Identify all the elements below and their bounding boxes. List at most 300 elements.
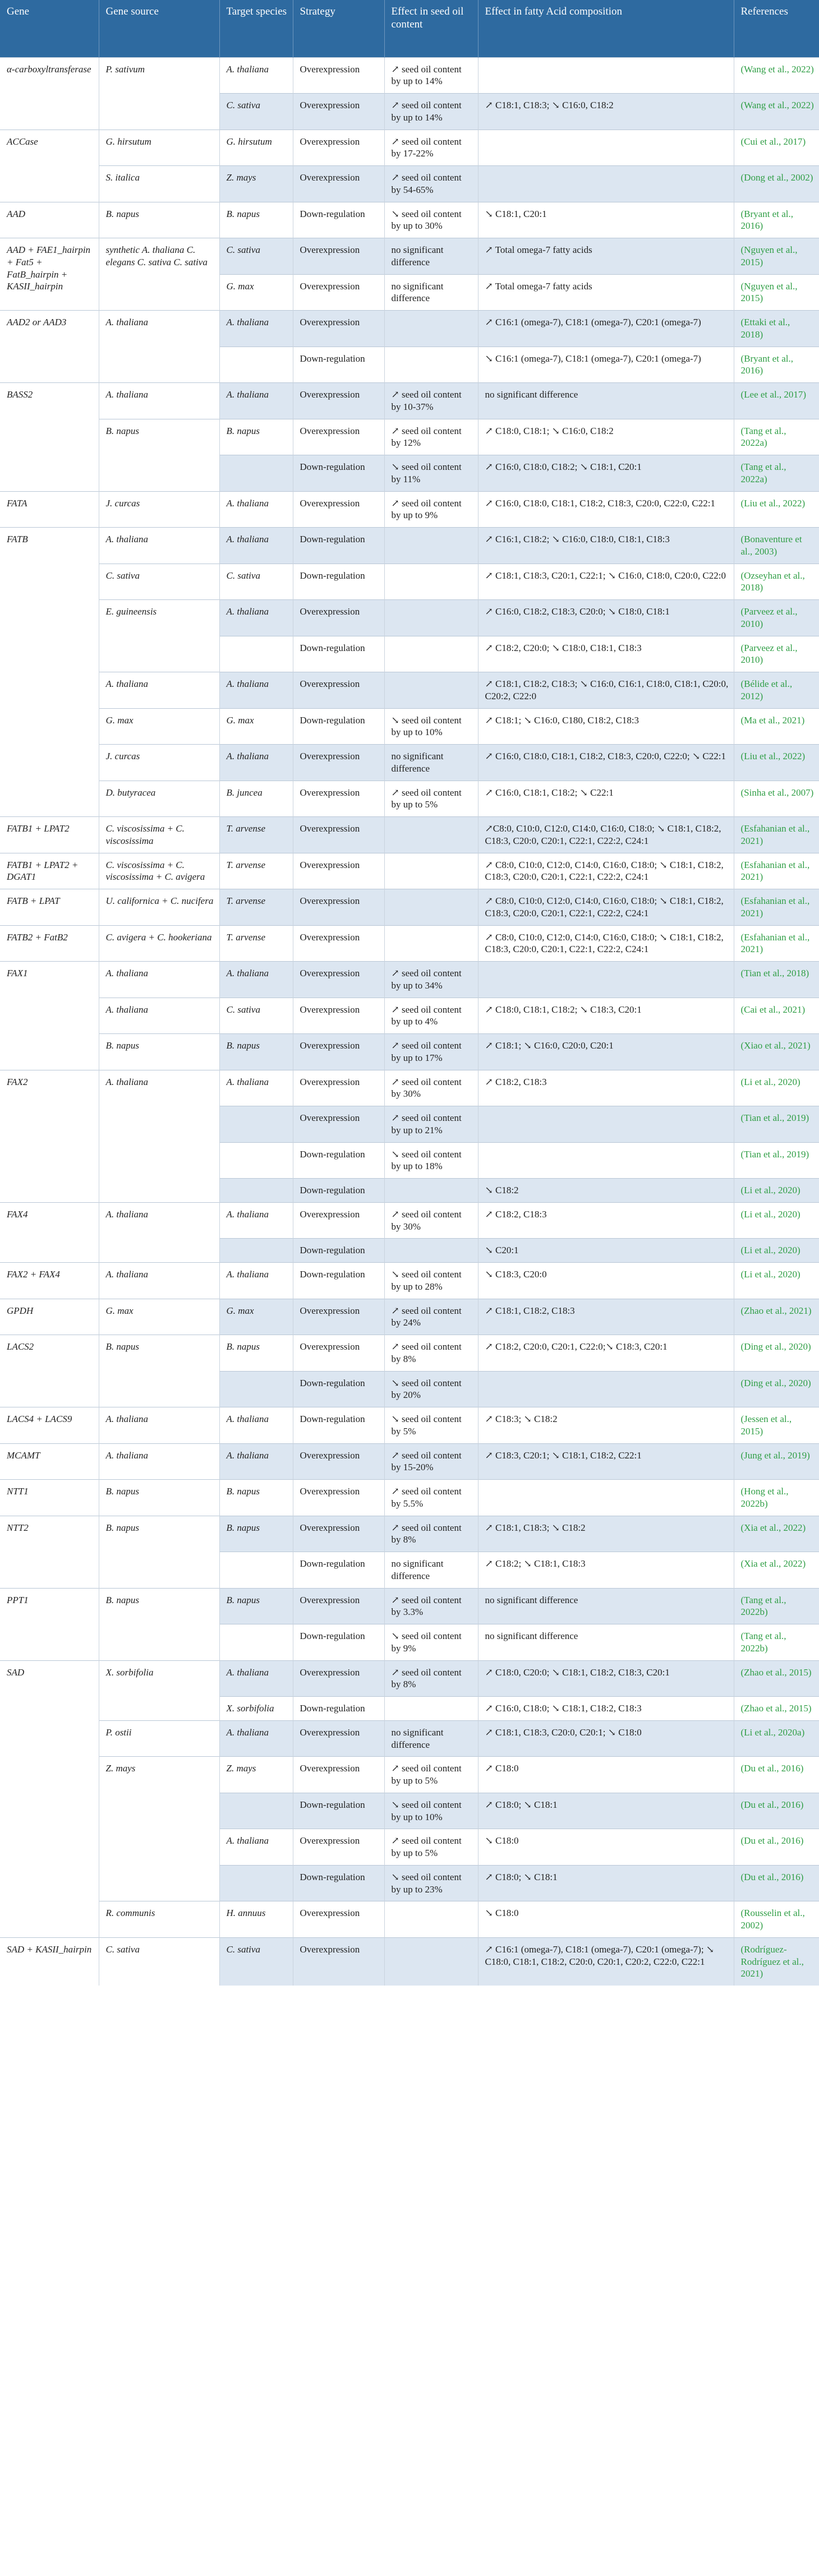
header-target-species: Target species <box>219 0 293 57</box>
fatty-acid-cell: ↗ C16:0, C18:0; ↘ C18:1, C18:2, C18:3 <box>478 1697 734 1721</box>
reference-cell[interactable]: (Du et al., 2016) <box>734 1757 819 1793</box>
table-row <box>0 817 819 853</box>
oil-content-cell: no significant difference <box>384 1552 478 1589</box>
gene-source-cell: S. italica <box>99 166 219 202</box>
table-row <box>0 708 819 745</box>
table-row <box>0 383 819 419</box>
oil-content-cell: ↗ seed oil content by up to 5% <box>384 1829 478 1866</box>
reference-cell[interactable]: (Parveez et al., 2010) <box>734 600 819 636</box>
oil-content-cell: ↘ seed oil content by up to 28% <box>384 1263 478 1299</box>
strategy-cell: Down-regulation <box>293 455 384 492</box>
gene-source-cell: C. viscosissima + C. viscosissima <box>99 817 219 853</box>
target-species-cell: T. arvense <box>219 817 293 853</box>
reference-cell[interactable]: (Jessen et al., 2015) <box>734 1407 819 1444</box>
table-row <box>0 1720 819 1757</box>
fatty-acid-cell: ↗ C18:0; ↘ C18:1 <box>478 1865 734 1901</box>
gene-cell: ACCase <box>0 130 99 202</box>
header-strategy: Strategy <box>293 0 384 57</box>
gene-cell: SAD <box>0 1660 99 1937</box>
reference-cell[interactable]: (Esfahanian et al., 2021) <box>734 817 819 853</box>
oil-content-cell: no significant difference <box>384 238 478 275</box>
fatty-acid-cell <box>478 1480 734 1516</box>
reference-cell[interactable]: (Cui et al., 2017) <box>734 130 819 166</box>
strategy-cell: Overexpression <box>293 383 384 419</box>
gene-source-cell: B. napus <box>99 202 219 238</box>
strategy-cell: Overexpression <box>293 166 384 202</box>
target-species-cell: A. thaliana <box>219 383 293 419</box>
fatty-acid-cell: ↗ C18:1, C18:2, C18:3; ↘ C16:0, C16:1, C18:0, C18:1, C20:0, C20:2, C22:0 <box>478 672 734 709</box>
reference-cell[interactable]: (Li et al., 2020) <box>734 1263 819 1299</box>
header-references: References <box>734 0 819 57</box>
target-species-cell: A. thaliana <box>219 1443 293 1480</box>
table-row <box>0 998 819 1034</box>
table-row <box>0 1407 819 1444</box>
fatty-acid-cell: ↗ C16:0, C18:0, C18:2; ↘ C18:1, C20:1 <box>478 455 734 492</box>
fatty-acid-cell: ↗ C8:0, C10:0, C12:0, C14:0, C16:0, C18:0; ↘ C18:1, C18:2, C18:3, C20:0, C20:1, C22:1, C22:2, C24:1 <box>478 853 734 889</box>
gene-source-cell: D. butyracea <box>99 781 219 817</box>
fatty-acid-cell: ↗ C16:0, C18:0, C18:1, C18:2, C18:3, C20:0, C22:0; ↘ C22:1 <box>478 745 734 781</box>
target-species-cell: B. napus <box>219 1335 293 1372</box>
table-row <box>0 564 819 600</box>
oil-content-cell: ↗ seed oil content by up to 14% <box>384 57 478 94</box>
gene-source-cell: C. sativa <box>99 1937 219 1986</box>
gene-source-cell: B. napus <box>99 1335 219 1407</box>
oil-content-cell <box>384 600 478 636</box>
fatty-acid-cell: ↗ C18:2, C18:3 <box>478 1202 734 1239</box>
target-species-cell: G. max <box>219 708 293 745</box>
header-oil-content: Effect in seed oil content <box>384 0 478 57</box>
reference-cell[interactable]: (Bonaventure et al., 2003) <box>734 528 819 564</box>
oil-content-cell: ↘ seed oil content by 20% <box>384 1371 478 1407</box>
reference-cell[interactable]: (Du et al., 2016) <box>734 1793 819 1829</box>
target-species-cell: A. thaliana <box>219 1263 293 1299</box>
gene-cell: FAX4 <box>0 1202 99 1262</box>
target-species-cell: B. napus <box>219 1516 293 1552</box>
target-species-cell <box>219 1239 293 1263</box>
strategy-cell: Down-regulation <box>293 1407 384 1444</box>
target-species-cell: H. annuus <box>219 1901 293 1938</box>
reference-cell[interactable]: (Tang et al., 2022b) <box>734 1588 819 1624</box>
strategy-cell: Down-regulation <box>293 528 384 564</box>
gene-cell: FATB1 + LPAT2 + DGAT1 <box>0 853 99 889</box>
fatty-acid-cell: ↗ C18:1, C18:3, C20:1, C22:1; ↘ C16:0, C18:0, C20:0, C22:0 <box>478 564 734 600</box>
gene-source-cell: A. thaliana <box>99 1202 219 1262</box>
oil-content-cell: ↗ seed oil content by up to 9% <box>384 491 478 528</box>
gene-source-cell: P. sativum <box>99 57 219 130</box>
fatty-acid-cell: ↗ C18:2, C18:3 <box>478 1070 734 1106</box>
strategy-cell: Overexpression <box>293 1034 384 1070</box>
gene-source-cell: Z. mays <box>99 1757 219 1901</box>
target-species-cell: C. sativa <box>219 94 293 130</box>
fatty-acid-cell <box>478 962 734 998</box>
reference-cell[interactable]: (Liu et al., 2022) <box>734 745 819 781</box>
reference-cell[interactable]: (Tang et al., 2022b) <box>734 1624 819 1661</box>
gene-source-cell: A. thaliana <box>99 672 219 709</box>
fatty-acid-cell: ↗ C16:1 (omega-7), C18:1 (omega-7), C20:1 (omega-7); ↘ C18:0, C18:1, C18:2, C20:0, C20:1, C20:2, C22:0, C22:1 <box>478 1937 734 1986</box>
gene-source-cell: B. napus <box>99 1034 219 1070</box>
reference-cell[interactable]: (Nguyen et al., 2015) <box>734 238 819 275</box>
strategy-cell: Overexpression <box>293 1070 384 1106</box>
fatty-acid-cell: ↗ C16:0, C18:0, C18:1, C18:2, C18:3, C20:0, C22:0, C22:1 <box>478 491 734 528</box>
strategy-cell: Down-regulation <box>293 1865 384 1901</box>
target-species-cell: X. sorbifolia <box>219 1697 293 1721</box>
target-species-cell: C. sativa <box>219 564 293 600</box>
fatty-acid-cell: ↘ C18:3, C20:0 <box>478 1263 734 1299</box>
target-species-cell: A. thaliana <box>219 1829 293 1866</box>
table-row <box>0 962 819 998</box>
strategy-cell: Down-regulation <box>293 564 384 600</box>
strategy-cell: Down-regulation <box>293 1552 384 1589</box>
strategy-cell: Down-regulation <box>293 1624 384 1661</box>
fatty-acid-cell <box>478 57 734 94</box>
fatty-acid-cell: ↗ C18:3; ↘ C18:2 <box>478 1407 734 1444</box>
table-row <box>0 1070 819 1106</box>
reference-cell[interactable]: (Nguyen et al., 2015) <box>734 274 819 311</box>
strategy-cell: Overexpression <box>293 781 384 817</box>
oil-content-cell: ↗ seed oil content by up to 5% <box>384 1757 478 1793</box>
oil-content-cell: ↗ seed oil content by 8% <box>384 1516 478 1552</box>
table-row <box>0 238 819 275</box>
target-species-cell <box>219 1371 293 1407</box>
gene-source-cell: synthetic A. thaliana C. elegans C. sativa C. sativa <box>99 238 219 311</box>
oil-content-cell: no significant difference <box>384 1720 478 1757</box>
reference-cell[interactable]: (Xiao et al., 2021) <box>734 1034 819 1070</box>
gene-cell: FAX2 + FAX4 <box>0 1263 99 1299</box>
target-species-cell: A. thaliana <box>219 1720 293 1757</box>
reference-cell[interactable]: (Jung et al., 2019) <box>734 1443 819 1480</box>
strategy-cell: Overexpression <box>293 1588 384 1624</box>
table-row <box>0 672 819 709</box>
reference-cell[interactable]: (Tian et al., 2019) <box>734 1142 819 1179</box>
gene-cell: FATB2 + FatB2 <box>0 925 99 962</box>
gene-cell: SAD + KASII_hairpin <box>0 1937 99 1986</box>
table-row <box>0 1480 819 1516</box>
reference-cell[interactable]: (Wang et al., 2022) <box>734 57 819 94</box>
oil-content-cell: ↗ seed oil content by 5.5% <box>384 1480 478 1516</box>
table-row <box>0 166 819 202</box>
strategy-cell: Overexpression <box>293 1335 384 1372</box>
gene-source-cell: A. thaliana <box>99 383 219 419</box>
reference-cell[interactable]: (Du et al., 2016) <box>734 1829 819 1866</box>
oil-content-cell: ↗ seed oil content by up to 14% <box>384 94 478 130</box>
fatty-acid-cell: no significant difference <box>478 1624 734 1661</box>
fatty-acid-cell <box>478 166 734 202</box>
strategy-cell: Overexpression <box>293 419 384 455</box>
fatty-acid-cell: ↘ C20:1 <box>478 1239 734 1263</box>
header-fatty-acid: Effect in fatty Acid composition <box>478 0 734 57</box>
reference-cell[interactable]: (Tian et al., 2019) <box>734 1106 819 1143</box>
target-species-cell: C. sativa <box>219 1937 293 1986</box>
fatty-acid-cell <box>478 1106 734 1143</box>
strategy-cell: Down-regulation <box>293 1179 384 1203</box>
oil-content-cell: ↘ seed oil content by up to 30% <box>384 202 478 238</box>
reference-cell[interactable]: (Bryant et al., 2016) <box>734 202 819 238</box>
oil-content-cell: no significant difference <box>384 274 478 311</box>
table-row <box>0 1901 819 1938</box>
strategy-cell: Overexpression <box>293 1660 384 1697</box>
table-row <box>0 1937 819 1986</box>
strategy-cell: Overexpression <box>293 1901 384 1938</box>
strategy-cell: Overexpression <box>293 1757 384 1793</box>
table-row <box>0 1443 819 1480</box>
reference-cell[interactable]: (Rousselin et al., 2002) <box>734 1901 819 1938</box>
gene-cell: GPDH <box>0 1299 99 1335</box>
reference-cell[interactable]: (Dong et al., 2002) <box>734 166 819 202</box>
strategy-cell: Down-regulation <box>293 347 384 383</box>
oil-content-cell: ↗ seed oil content by up to 5% <box>384 781 478 817</box>
fatty-acid-cell: ↗ C18:2, C20:0; ↘ C18:0, C18:1, C18:3 <box>478 636 734 672</box>
gene-source-cell: A. thaliana <box>99 1263 219 1299</box>
gene-source-cell: A. thaliana <box>99 998 219 1034</box>
gene-source-cell: B. napus <box>99 419 219 491</box>
oil-content-cell: ↗ seed oil content by 30% <box>384 1070 478 1106</box>
target-species-cell <box>219 1552 293 1589</box>
oil-content-cell: ↗ seed oil content by 12% <box>384 419 478 455</box>
reference-cell[interactable]: (Cai et al., 2021) <box>734 998 819 1034</box>
target-species-cell: G. max <box>219 274 293 311</box>
oil-content-cell: ↗ seed oil content by 8% <box>384 1335 478 1372</box>
reference-cell[interactable]: (Ding et al., 2020) <box>734 1371 819 1407</box>
table-row <box>0 1516 819 1552</box>
target-species-cell: A. thaliana <box>219 962 293 998</box>
target-species-cell: A. thaliana <box>219 311 293 347</box>
reference-cell[interactable]: (Lee et al., 2017) <box>734 383 819 419</box>
reference-cell[interactable]: (Ozseyhan et al., 2018) <box>734 564 819 600</box>
table-row <box>0 57 819 94</box>
fatty-acid-cell: ↗ C18:0, C20:0; ↘ C18:1, C18:2, C18:3, C20:1 <box>478 1660 734 1697</box>
target-species-cell <box>219 1179 293 1203</box>
fatty-acid-cell: ↗ C18:2; ↘ C18:1, C18:3 <box>478 1552 734 1589</box>
reference-cell[interactable]: (Li et al., 2020) <box>734 1070 819 1106</box>
fatty-acid-cell: ↗C8:0, C10:0, C12:0, C14:0, C16:0, C18:0; ↘ C18:1, C18:2, C18:3, C20:0, C20:1, C22:1, C22:2, C24:1 <box>478 817 734 853</box>
gene-source-cell: B. napus <box>99 1480 219 1516</box>
target-species-cell <box>219 636 293 672</box>
strategy-cell: Overexpression <box>293 311 384 347</box>
table-row <box>0 1335 819 1372</box>
oil-content-cell <box>384 564 478 600</box>
strategy-cell: Overexpression <box>293 1106 384 1143</box>
reference-cell[interactable]: (Sinha et al., 2007) <box>734 781 819 817</box>
reference-cell[interactable]: (Tang et al., 2022a) <box>734 419 819 455</box>
fatty-acid-cell: ↗ C8:0, C10:0, C12:0, C14:0, C16:0, C18:0; ↘ C18:1, C18:2, C18:3, C20:0, C20:1, C22:1, C22:2, C24:1 <box>478 889 734 926</box>
header-gene: Gene <box>0 0 99 57</box>
gene-source-cell: X. sorbifolia <box>99 1660 219 1720</box>
reference-cell[interactable]: (Xia et al., 2022) <box>734 1552 819 1589</box>
fatty-acid-cell: no significant difference <box>478 1588 734 1624</box>
target-species-cell: A. thaliana <box>219 1070 293 1106</box>
reference-cell[interactable]: (Zhao et al., 2015) <box>734 1697 819 1721</box>
target-species-cell: G. max <box>219 1299 293 1335</box>
strategy-cell: Down-regulation <box>293 1142 384 1179</box>
target-species-cell: B. napus <box>219 1480 293 1516</box>
target-species-cell: A. thaliana <box>219 57 293 94</box>
gene-source-cell: J. curcas <box>99 745 219 781</box>
target-species-cell <box>219 347 293 383</box>
fatty-acid-cell: ↗ C18:0 <box>478 1757 734 1793</box>
fatty-acid-cell: ↘ C18:0 <box>478 1829 734 1866</box>
reference-cell[interactable]: (Rodríguez-Rodríguez et al., 2021) <box>734 1937 819 1986</box>
gene-source-cell: A. thaliana <box>99 962 219 998</box>
fatty-acid-cell: ↘ C18:0 <box>478 1901 734 1938</box>
reference-cell[interactable]: (Ding et al., 2020) <box>734 1335 819 1372</box>
strategy-cell: Overexpression <box>293 1443 384 1480</box>
oil-content-cell: no significant difference <box>384 745 478 781</box>
reference-cell[interactable]: (Li et al., 2020a) <box>734 1720 819 1757</box>
gene-source-cell: G. max <box>99 1299 219 1335</box>
target-species-cell: C. sativa <box>219 238 293 275</box>
table-row <box>0 781 819 817</box>
strategy-cell: Overexpression <box>293 1720 384 1757</box>
fatty-acid-cell: ↗ C18:2, C20:0, C20:1, C22:0;↘ C18:3, C20:1 <box>478 1335 734 1372</box>
fatty-acid-cell: ↗ C18:0, C18:1; ↘ C16:0, C18:2 <box>478 419 734 455</box>
strategy-cell: Overexpression <box>293 672 384 709</box>
fatty-acid-cell <box>478 1142 734 1179</box>
oil-content-cell <box>384 1937 478 1986</box>
table-row <box>0 1299 819 1335</box>
reference-cell[interactable]: (Ettaki et al., 2018) <box>734 311 819 347</box>
fatty-acid-cell: ↗ C18:1, C18:3, C20:0, C20:1; ↘ C18:0 <box>478 1720 734 1757</box>
strategy-cell: Overexpression <box>293 1299 384 1335</box>
fatty-acid-cell: ↗ C18:1; ↘ C16:0, C20:0, C20:1 <box>478 1034 734 1070</box>
gene-source-cell: G. hirsutum <box>99 130 219 166</box>
gene-source-cell: G. max <box>99 708 219 745</box>
strategy-cell: Overexpression <box>293 600 384 636</box>
strategy-cell: Overexpression <box>293 925 384 962</box>
reference-cell[interactable]: (Tang et al., 2022a) <box>734 455 819 492</box>
gene-source-cell: A. thaliana <box>99 528 219 564</box>
reference-cell[interactable]: (Ma et al., 2021) <box>734 708 819 745</box>
fatty-acid-cell: ↗ C18:0; ↘ C18:1 <box>478 1793 734 1829</box>
reference-cell[interactable]: (Du et al., 2016) <box>734 1865 819 1901</box>
reference-cell[interactable]: (Wang et al., 2022) <box>734 94 819 130</box>
reference-cell[interactable]: (Li et al., 2020) <box>734 1179 819 1203</box>
fatty-acid-cell <box>478 130 734 166</box>
gene-cell: MCAMT <box>0 1443 99 1480</box>
oil-content-cell <box>384 636 478 672</box>
fatty-acid-cell: ↗ C18:1, C18:3; ↘ C18:2 <box>478 1516 734 1552</box>
fatty-acid-cell: ↗ C18:0, C18:1, C18:2; ↘ C18:3, C20:1 <box>478 998 734 1034</box>
reference-cell[interactable]: (Parveez et al., 2010) <box>734 636 819 672</box>
oil-content-cell <box>384 1179 478 1203</box>
target-species-cell <box>219 1142 293 1179</box>
gene-source-cell: A. thaliana <box>99 1407 219 1444</box>
reference-cell[interactable]: (Xia et al., 2022) <box>734 1516 819 1552</box>
target-species-cell <box>219 1865 293 1901</box>
target-species-cell: B. napus <box>219 1034 293 1070</box>
strategy-cell: Down-regulation <box>293 1793 384 1829</box>
target-species-cell: B. juncea <box>219 781 293 817</box>
oil-content-cell: ↘ seed oil content by up to 18% <box>384 1142 478 1179</box>
oil-content-cell: ↗ seed oil content by up to 17% <box>384 1034 478 1070</box>
gene-cell: α-carboxyltransferase <box>0 57 99 130</box>
strategy-cell: Down-regulation <box>293 636 384 672</box>
gene-cell: FATB1 + LPAT2 <box>0 817 99 853</box>
reference-cell[interactable]: (Li et al., 2020) <box>734 1239 819 1263</box>
gene-source-cell: J. curcas <box>99 491 219 528</box>
reference-cell[interactable]: (Bélide et al., 2012) <box>734 672 819 709</box>
reference-cell[interactable]: (Zhao et al., 2015) <box>734 1660 819 1697</box>
oil-content-cell: ↘ seed oil content by up to 10% <box>384 708 478 745</box>
gene-cell: AAD + FAE1_hairpin + Fat5 + FatB_hairpin + KASII_hairpin <box>0 238 99 311</box>
target-species-cell: A. thaliana <box>219 1407 293 1444</box>
reference-cell[interactable]: (Esfahanian et al., 2021) <box>734 853 819 889</box>
target-species-cell: A. thaliana <box>219 600 293 636</box>
gene-source-cell: A. thaliana <box>99 1443 219 1480</box>
table-row <box>0 528 819 564</box>
reference-cell[interactable]: (Zhao et al., 2021) <box>734 1299 819 1335</box>
table-row <box>0 745 819 781</box>
strategy-cell: Overexpression <box>293 962 384 998</box>
reference-cell[interactable]: (Hong et al., 2022b) <box>734 1480 819 1516</box>
gene-cell: NTT1 <box>0 1480 99 1516</box>
oil-content-cell: ↗ seed oil content by 15-20% <box>384 1443 478 1480</box>
oil-content-cell: ↗ seed oil content by 17-22% <box>384 130 478 166</box>
oil-content-cell: ↗ seed oil content by 8% <box>384 1660 478 1697</box>
gene-cell: LACS4 + LACS9 <box>0 1407 99 1444</box>
oil-content-cell <box>384 925 478 962</box>
fatty-acid-cell: ↘ C18:1, C20:1 <box>478 202 734 238</box>
oil-content-cell <box>384 817 478 853</box>
strategy-cell: Down-regulation <box>293 708 384 745</box>
gene-cell: FATA <box>0 491 99 528</box>
reference-cell[interactable]: (Liu et al., 2022) <box>734 491 819 528</box>
fatty-acid-cell: ↗ C18:1; ↘ C16:0, C180, C18:2, C18:3 <box>478 708 734 745</box>
reference-cell[interactable]: (Esfahanian et al., 2021) <box>734 925 819 962</box>
reference-cell[interactable]: (Li et al., 2020) <box>734 1202 819 1239</box>
oil-content-cell <box>384 889 478 926</box>
table-row <box>0 853 819 889</box>
table-row <box>0 202 819 238</box>
gene-source-cell: A. thaliana <box>99 311 219 383</box>
strategy-cell: Down-regulation <box>293 1371 384 1407</box>
strategy-cell: Overexpression <box>293 1937 384 1986</box>
reference-cell[interactable]: (Bryant et al., 2016) <box>734 347 819 383</box>
reference-cell[interactable]: (Tian et al., 2018) <box>734 962 819 998</box>
target-species-cell: A. thaliana <box>219 1660 293 1697</box>
fatty-acid-cell: ↗ C16:1, C18:2; ↘ C16:0, C18:0, C18:1, C18:3 <box>478 528 734 564</box>
table-row <box>0 1588 819 1624</box>
table-row <box>0 311 819 347</box>
reference-cell[interactable]: (Esfahanian et al., 2021) <box>734 889 819 926</box>
oil-content-cell <box>384 311 478 347</box>
target-species-cell: A. thaliana <box>219 672 293 709</box>
gene-source-cell: E. guineensis <box>99 600 219 672</box>
target-species-cell: A. thaliana <box>219 1202 293 1239</box>
gene-source-cell: C. viscosissima + C. viscosissima + C. avigera <box>99 853 219 889</box>
gene-source-cell: P. ostii <box>99 1720 219 1757</box>
fatty-acid-cell: ↗ C18:1, C18:3; ↘ C16:0, C18:2 <box>478 94 734 130</box>
table-row <box>0 925 819 962</box>
oil-content-cell <box>384 1239 478 1263</box>
target-species-cell <box>219 455 293 492</box>
fatty-acid-cell <box>478 1371 734 1407</box>
gene-cell: LACS2 <box>0 1335 99 1407</box>
target-species-cell: A. thaliana <box>219 491 293 528</box>
gene-cell: FATB <box>0 528 99 817</box>
strategy-cell: Overexpression <box>293 998 384 1034</box>
oil-content-cell: ↘ seed oil content by up to 23% <box>384 1865 478 1901</box>
table-row <box>0 1034 819 1070</box>
gene-cell: BASS2 <box>0 383 99 492</box>
target-species-cell: Z. mays <box>219 166 293 202</box>
strategy-cell: Down-regulation <box>293 1263 384 1299</box>
header-row <box>0 0 819 57</box>
fatty-acid-cell: ↗ C16:1 (omega-7), C18:1 (omega-7), C20:1 (omega-7) <box>478 311 734 347</box>
fatty-acid-cell: ↗ C16:0, C18:2, C18:3, C20:0; ↘ C18:0, C18:1 <box>478 600 734 636</box>
gene-cell: FAX2 <box>0 1070 99 1202</box>
gene-cell: AAD2 or AAD3 <box>0 311 99 383</box>
table-row <box>0 130 819 166</box>
